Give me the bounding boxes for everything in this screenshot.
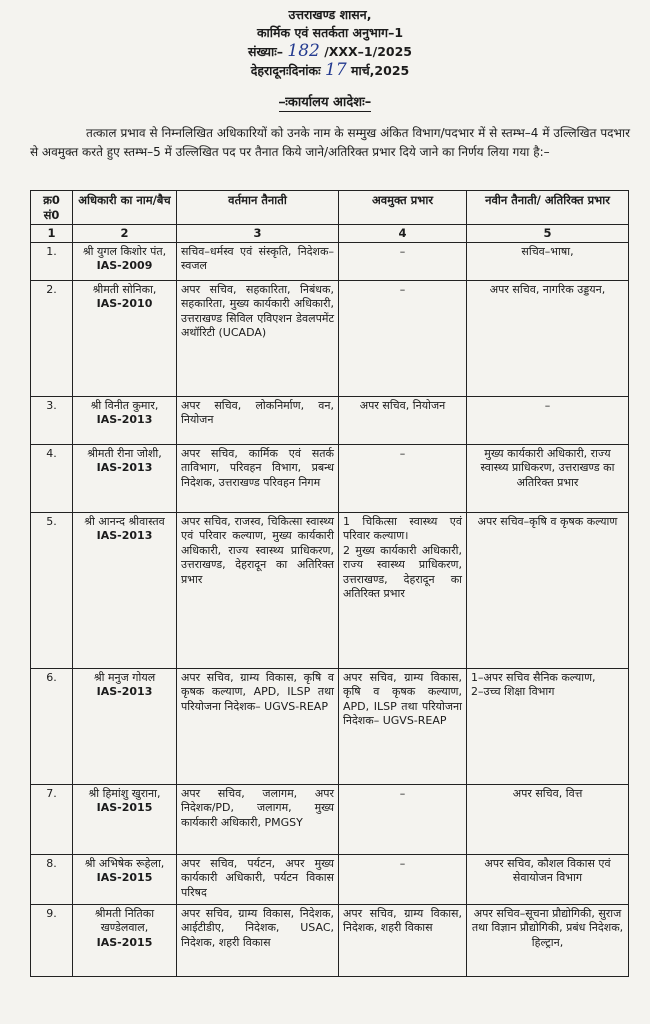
current-posting-cell: अपर सचिव, जलागम, अपर निदेशक/PD, जलागम, मुख्य कार्यकारी अधिकारी, PMGSY bbox=[177, 784, 339, 854]
serial-cell: 8. bbox=[31, 854, 73, 904]
officer-batch: IAS-2015 bbox=[96, 871, 153, 884]
relieved-charge-cell: 1 चिकित्सा स्वास्थ्य एवं परिवार कल्याण। 2 मुख्य कार्यकारी अधिकारी, राज्य स्वास्थ्य प्राधिकरण, उत्तराखण्ड, देहरादून का अतिरिक्त प्रभार bbox=[339, 512, 467, 668]
officer-batch: IAS-2013 bbox=[96, 413, 153, 426]
order-title bbox=[0, 92, 650, 110]
letterhead bbox=[180, 6, 480, 80]
table-row bbox=[31, 668, 629, 784]
order-date bbox=[180, 61, 480, 80]
relieved-charge-cell: अपर सचिव, नियोजन bbox=[339, 396, 467, 444]
officer-batch: IAS-2013 bbox=[96, 685, 153, 698]
order-number-suffix: /XXX–1/2025 bbox=[324, 44, 412, 59]
table-header-row bbox=[31, 191, 629, 225]
current-posting-cell: सचिव–धर्मस्व एवं संस्कृति, निदेशक–स्वजल bbox=[177, 242, 339, 280]
serial-cell: 1. bbox=[31, 242, 73, 280]
officer-cell bbox=[73, 396, 177, 444]
serial-cell: 3. bbox=[31, 396, 73, 444]
officer-name: श्री मनुज गोयल bbox=[93, 670, 156, 684]
govt-name: उत्तराखण्ड शासन, bbox=[288, 7, 372, 22]
relieved-charge-cell: – bbox=[339, 444, 467, 512]
table-row bbox=[31, 396, 629, 444]
officer-name: श्री युगल किशोर पंत, bbox=[82, 244, 167, 258]
serial-cell: 7. bbox=[31, 784, 73, 854]
officer-batch: IAS-2015 bbox=[96, 801, 153, 814]
column-number: 4 bbox=[339, 225, 467, 243]
header-new-posting: नवीन तैनाती/ अतिरिक्त प्रभार bbox=[467, 191, 629, 225]
department-name: कार्मिक एवं सतर्कता अनुभाग–1 bbox=[256, 25, 404, 40]
new-posting-cell: अपर सचिव, कौशल विकास एवं सेवायोजन विभाग bbox=[467, 854, 629, 904]
serial-cell: 6. bbox=[31, 668, 73, 784]
officer-cell bbox=[73, 512, 177, 668]
officer-cell bbox=[73, 784, 177, 854]
table-row bbox=[31, 512, 629, 668]
officer-cell bbox=[73, 280, 177, 396]
column-number: 3 bbox=[177, 225, 339, 243]
header-relieved-charge: अवमुक्त प्रभार bbox=[339, 191, 467, 225]
new-posting-cell: अपर सचिव, वित्त bbox=[467, 784, 629, 854]
table-row bbox=[31, 854, 629, 904]
officer-cell bbox=[73, 444, 177, 512]
relieved-charge-cell: – bbox=[339, 242, 467, 280]
officer-batch: IAS-2015 bbox=[96, 935, 153, 949]
current-posting-cell: अपर सचिव, ग्राम्य विकास, कृषि व कृषक कल्याण, APD, ILSP तथा परियोजना निदेशक– UGVS-REAP bbox=[177, 668, 339, 784]
header-serial: क्र0 सं0 bbox=[31, 191, 73, 225]
officer-name: श्रीमती सोनिका, bbox=[92, 282, 157, 296]
column-number-row bbox=[31, 225, 629, 243]
serial-cell: 2. bbox=[31, 280, 73, 396]
table-row bbox=[31, 904, 629, 976]
relieved-charge-cell: – bbox=[339, 280, 467, 396]
table-row bbox=[31, 280, 629, 396]
officer-name: श्रीमती नितिका खण्डेलवाल, bbox=[94, 906, 155, 934]
header-current-posting: वर्तमान तैनाती bbox=[177, 191, 339, 225]
relieved-charge-cell: अपर सचिव, ग्राम्य विकास, कृषि व कृषक कल्याण, APD, ILSP तथा परियोजना निदेशक– UGVS-REAP bbox=[339, 668, 467, 784]
table-row bbox=[31, 784, 629, 854]
officer-name: श्री अभिषेक रूहेला, bbox=[84, 856, 165, 870]
order-date-handwritten: 17 bbox=[325, 60, 347, 80]
officer-batch: IAS-2013 bbox=[96, 529, 153, 542]
order-number-handwritten: 182 bbox=[287, 41, 320, 61]
intro-paragraph: तत्काल प्रभाव से निम्नलिखित अधिकारियों को उनके नाम के सम्मुख अंकित विभाग/पदभार में से स्तम्भ–4 में उल्लिखित पदभार से अवमुक्त करते हुए स्तम्भ–5 में उल्लिखित पद पर तैनात किये जाने/अतिरिक्त प्रभार दिये जाने का निर्णय लिया गया है:– bbox=[30, 126, 630, 159]
current-posting-cell: अपर सचिव, कार्मिक एवं सतर्क ताविभाग, परिवहन विभाग, प्रबन्ध निदेशक, उत्तराखण्ड परिवहन निगम bbox=[177, 444, 339, 512]
officer-batch: IAS-2013 bbox=[96, 461, 153, 474]
table-row bbox=[31, 242, 629, 280]
serial-cell: 4. bbox=[31, 444, 73, 512]
order-number-prefix: संख्याः– bbox=[248, 44, 284, 59]
officer-cell bbox=[73, 904, 177, 976]
column-number: 1 bbox=[31, 225, 73, 243]
new-posting-cell: – bbox=[467, 396, 629, 444]
postings-table bbox=[30, 190, 629, 977]
column-number: 2 bbox=[73, 225, 177, 243]
new-posting-cell: 1–अपर सचिव सैनिक कल्याण, 2–उच्च शिक्षा विभाग bbox=[467, 668, 629, 784]
column-number: 5 bbox=[467, 225, 629, 243]
officer-cell bbox=[73, 668, 177, 784]
officer-cell bbox=[73, 854, 177, 904]
officer-batch: IAS-2009 bbox=[96, 259, 153, 272]
new-posting-cell: अपर सचिव–कृषि व कृषक कल्याण bbox=[467, 512, 629, 668]
officer-cell bbox=[73, 242, 177, 280]
new-posting-cell: अपर सचिव, नागरिक उड्डयन, bbox=[467, 280, 629, 396]
order-date-suffix: मार्च,2025 bbox=[351, 63, 410, 78]
header-officer: अधिकारी का नाम/बैच bbox=[73, 191, 177, 225]
order-number bbox=[180, 42, 480, 61]
relieved-charge-cell: अपर सचिव, ग्राम्य विकास, निदेशक, शहरी विकास bbox=[339, 904, 467, 976]
table-row bbox=[31, 444, 629, 512]
current-posting-cell: अपर सचिव, ग्राम्य विकास, निदेशक, आईटीडीए, निदेशक, USAC, निदेशक, शहरी विकास bbox=[177, 904, 339, 976]
new-posting-cell: अपर सचिव–सूचना प्रौद्योगिकी, सुराज तथा विज्ञान प्रौद्योगिकी, प्रबंध निदेशक, हिल्ट्रान, bbox=[467, 904, 629, 976]
serial-cell: 9. bbox=[31, 904, 73, 976]
relieved-charge-cell: – bbox=[339, 784, 467, 854]
new-posting-cell: मुख्य कार्यकारी अधिकारी, राज्य स्वास्थ्य प्राधिकरण, उत्तराखण्ड का अतिरिक्त प्रभार bbox=[467, 444, 629, 512]
new-posting-cell: सचिव–भाषा, bbox=[467, 242, 629, 280]
officer-name: श्री विनीत कुमार, bbox=[90, 398, 159, 412]
officer-name: श्री आनन्द श्रीवास्तव bbox=[84, 514, 165, 528]
current-posting-cell: अपर सचिव, राजस्व, चिकित्सा स्वास्थ्य एवं परिवार कल्याण, मुख्य कार्यकारी अधिकारी, राज्य स्वास्थ्य प्राधिकरण, उत्तराखण्ड, देहरादून का अतिरिक्त प्रभार bbox=[177, 512, 339, 668]
current-posting-cell: अपर सचिव, लोकनिर्माण, वन, नियोजन bbox=[177, 396, 339, 444]
order-date-prefix: देहरादूनःदिनांकः bbox=[250, 63, 321, 78]
officer-name: श्री हिमांशु खुराना, bbox=[88, 786, 161, 800]
relieved-charge-cell: – bbox=[339, 854, 467, 904]
order-title-text: –ःकार्यालय आदेशः– bbox=[278, 95, 372, 110]
officer-batch: IAS-2010 bbox=[96, 297, 153, 310]
current-posting-cell: अपर सचिव, पर्यटन, अपर मुख्य कार्यकारी अधिकारी, पर्यटन विकास परिषद bbox=[177, 854, 339, 904]
serial-cell: 5. bbox=[31, 512, 73, 668]
current-posting-cell: अपर सचिव, सहकारिता, निबंधक, सहकारिता, मुख्य कार्यकारी अधिकारी, उत्तराखण्ड सिविल एविएशन डेवलपमेंट अथॉरिटी (UCADA) bbox=[177, 280, 339, 396]
officer-name: श्रीमती रीना जोशी, bbox=[87, 446, 162, 460]
